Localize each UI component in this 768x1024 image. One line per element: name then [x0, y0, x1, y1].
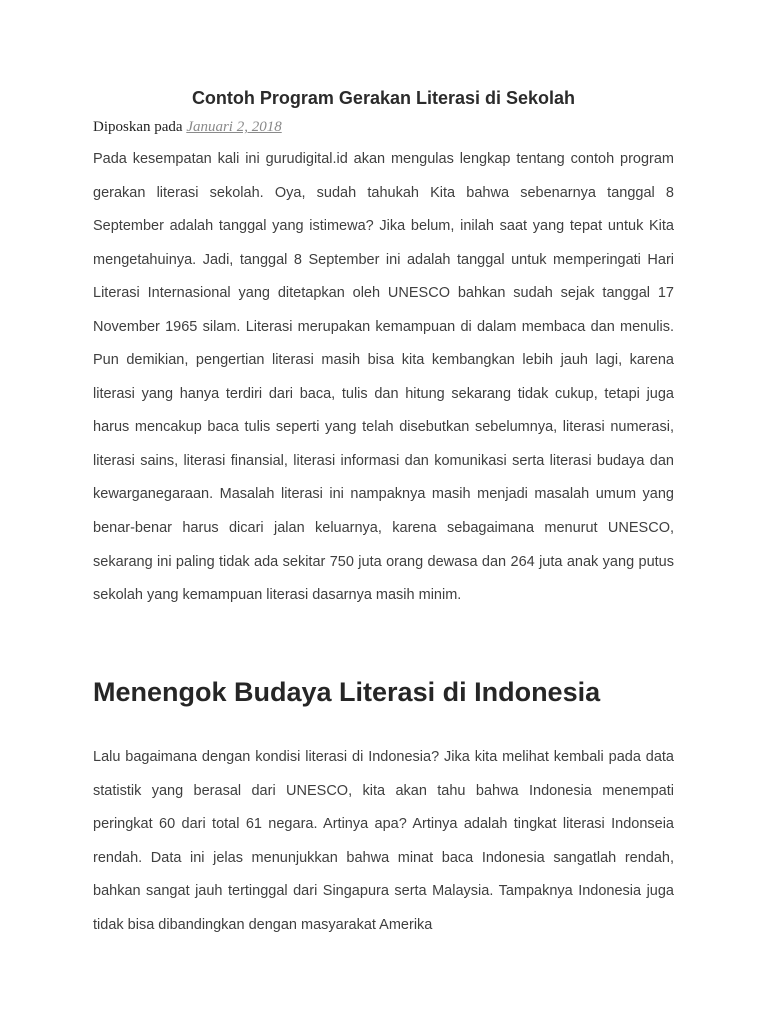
intro-paragraph: Pada kesempatan kali ini gurudigital.id akan mengulas lengkap tentang contoh program gerakan literasi sekolah. Oya, sudah tahukah Kita bahwa sebenarnya tanggal 8 September adalah tanggal yang istimewa? Jika belum, inilah saat yang tepat untuk Kita mengetahuinya. Jadi, tanggal 8 September ini adalah tanggal untuk memperingati Hari Literasi Internasional yang ditetapkan oleh UNESCO bahkan sudah sejak tanggal 17 November 1965 silam. Literasi merupakan kemampuan di dalam membaca dan menulis. Pun demikian, pengertian literasi masih bisa kita kembangkan lebih jauh lagi, karena literasi yang hanya terdiri dari baca, tulis dan hitung sekarang tidak cukup, tetapi juga harus mencakup baca tulis seperti yang telah disebutkan sebelumnya, literasi numerasi, literasi sains, literasi finansial, literasi informasi dan komunikasi serta literasi budaya dan kewarganegaraan. Masalah literasi ini nampaknya masih menjadi masalah umum yang benar-benar harus dicari jalan keluarnya, karena sebagaimana menurut UNESCO, sekarang ini paling tidak ada sekitar 750 juta orang dewasa dan 264 juta anak yang putus sekolah yang kemampuan literasi dasarnya masih minim. — [93, 151, 674, 604]
article-title: Contoh Program Gerakan Literasi di Sekolah — [191, 88, 576, 108]
post-meta — [93, 117, 282, 137]
posted-date-link[interactable]: Januari 2, 2018 — [186, 119, 282, 135]
section-heading: Menengok Budaya Literasi di Indonesia — [93, 677, 601, 707]
posted-prefix: Diposkan pada — [93, 119, 187, 135]
section-paragraph: Lalu bagaimana dengan kondisi literasi di Indonesia? Jika kita melihat kembali pada data statistik yang berasal dari UNESCO, kita akan tahu bahwa Indonesia menempati peringkat 60 dari total 61 negara. Artinya apa? Artinya adalah tingkat literasi Indonseia rendah. Data ini jelas menunjukkan bahwa minat baca Indonesia sangatlah rendah, bahkan sangat jauh tertinggal dari Singapura serta Malaysia. Tampaknya Indonesia juga tidak bisa dibandingkan dengan masyarakat Amerika — [93, 749, 674, 933]
